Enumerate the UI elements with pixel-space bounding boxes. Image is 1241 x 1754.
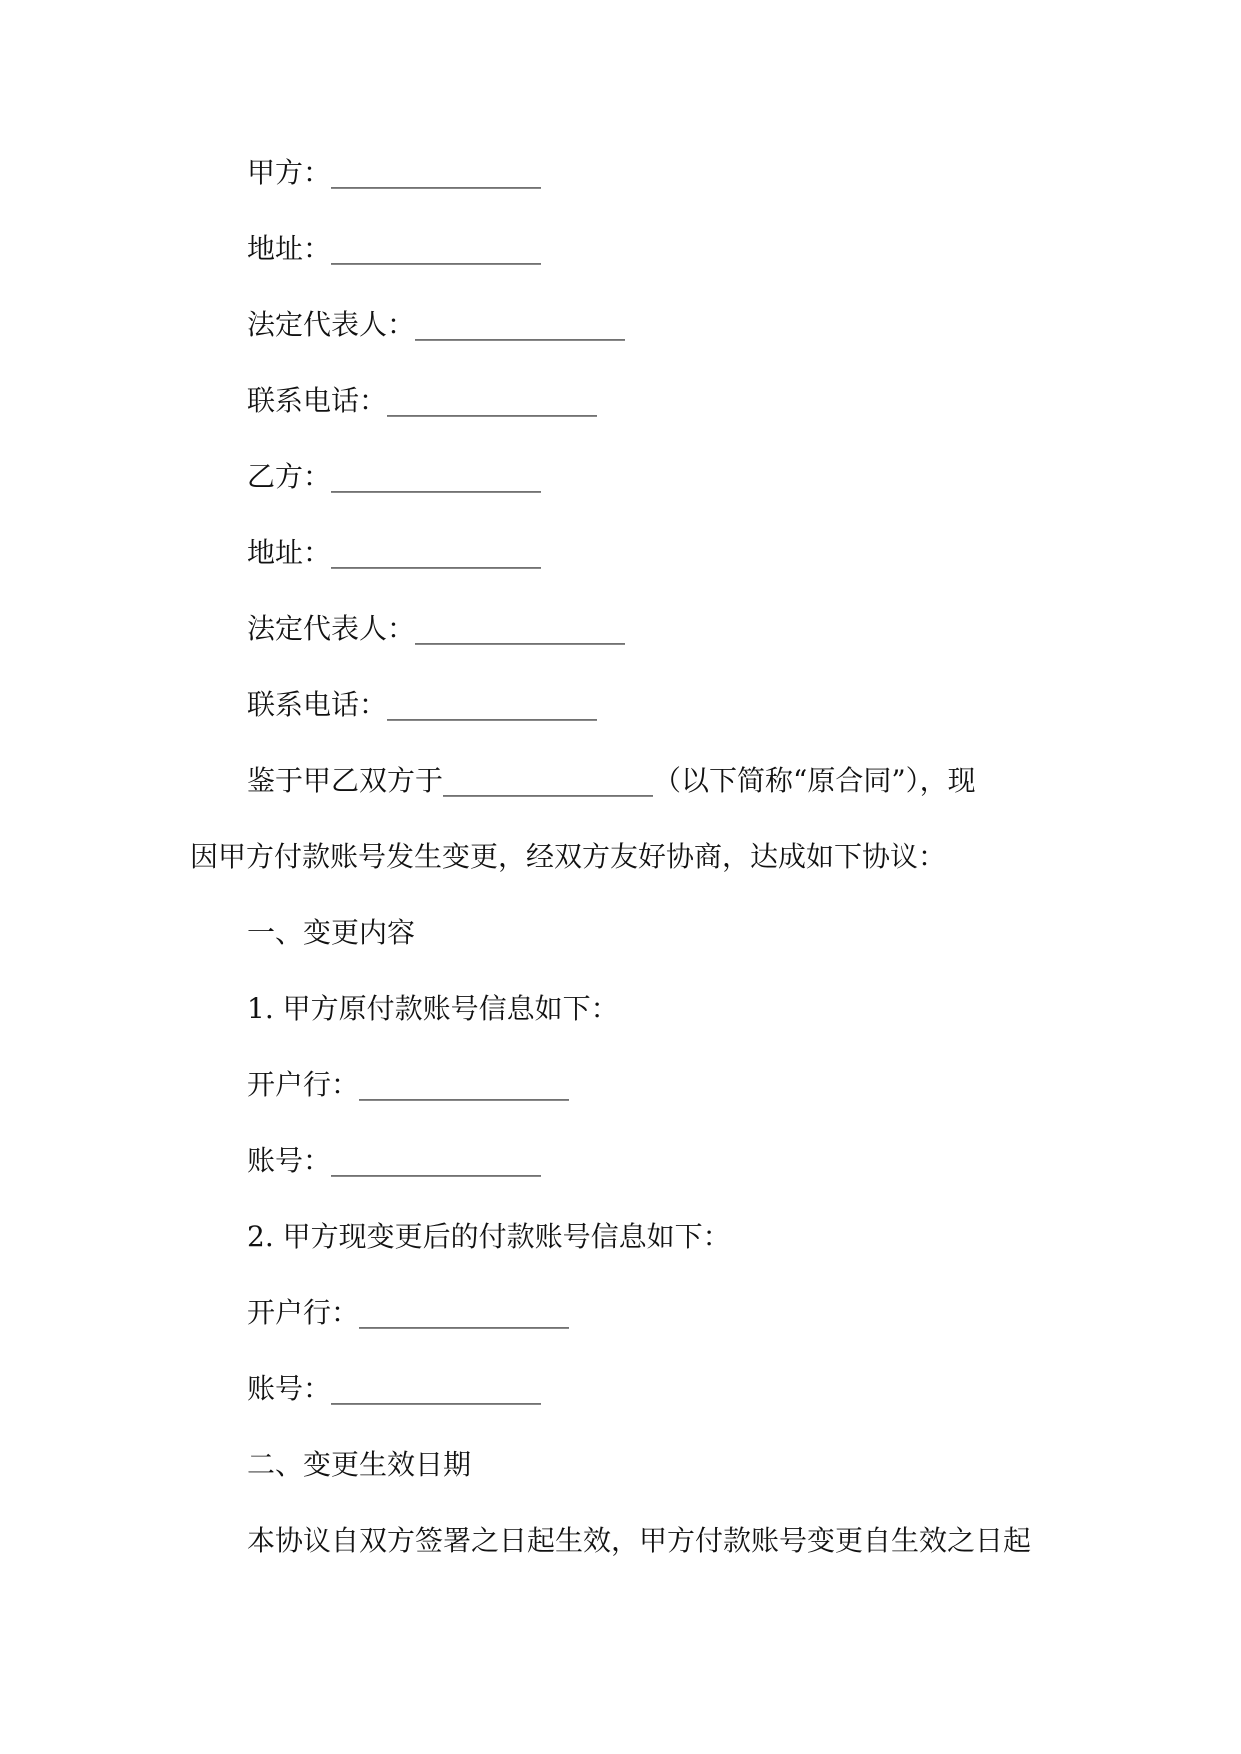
party-a-address-line: 地址：_______________	[247, 232, 542, 265]
new-bank-line: 开户行：_______________	[247, 1296, 570, 1329]
party-b-legal-rep-line: 法定代表人：_______________	[247, 612, 626, 645]
party-a-line: 甲方：_______________	[247, 156, 542, 189]
original-bank-line: 开户行：_______________	[247, 1068, 570, 1101]
original-account-line: 账号：_______________	[247, 1144, 542, 1177]
section-1-heading: 一、变更内容	[247, 916, 416, 949]
party-b-address-line: 地址：_______________	[247, 536, 542, 569]
party-a-legal-rep-line: 法定代表人：_______________	[247, 308, 626, 341]
preamble-line-1: 鉴于甲乙双方于_______________（以下简称“原合同”），现	[247, 764, 976, 797]
party-a-phone-line: 联系电话：_______________	[247, 384, 598, 417]
original-account-heading: 1. 甲方原付款账号信息如下：	[247, 992, 619, 1025]
new-account-heading: 2. 甲方现变更后的付款账号信息如下：	[247, 1220, 731, 1253]
party-b-phone-line: 联系电话：_______________	[247, 688, 598, 721]
effective-date-line: 本协议自双方签署之日起生效，甲方付款账号变更自生效之日起	[247, 1524, 1032, 1557]
preamble-line-2: 因甲方付款账号发生变更，经双方友好协商，达成如下协议：	[190, 840, 947, 873]
new-account-line: 账号：_______________	[247, 1372, 542, 1405]
section-2-heading: 二、变更生效日期	[247, 1448, 472, 1481]
party-b-line: 乙方：_______________	[247, 460, 542, 493]
